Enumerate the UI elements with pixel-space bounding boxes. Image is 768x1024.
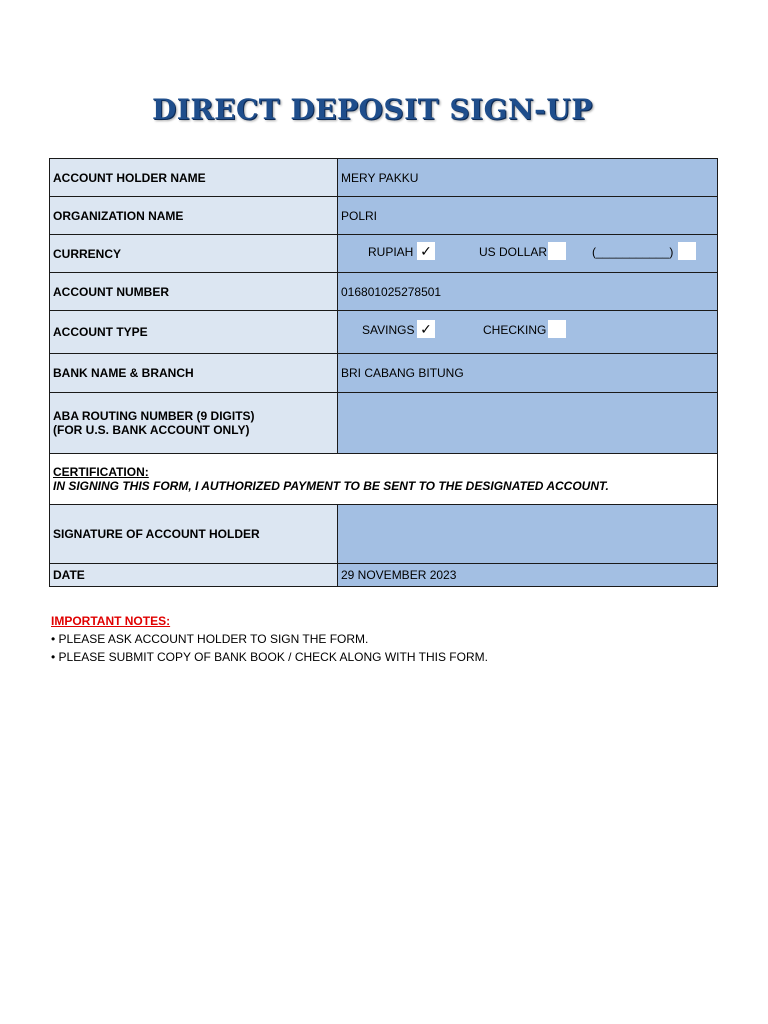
bank-name-branch-label: BANK NAME & BRANCH bbox=[50, 354, 338, 393]
aba-label-line1: ABA ROUTING NUMBER (9 DIGITS) bbox=[53, 409, 255, 423]
account-type-options bbox=[338, 311, 718, 354]
row-bank-name-branch bbox=[50, 354, 718, 393]
date-label: DATE bbox=[50, 564, 338, 587]
row-certification bbox=[50, 454, 718, 505]
organization-name-label: ORGANIZATION NAME bbox=[50, 197, 338, 235]
aba-label-line2: (FOR U.S. BANK ACCOUNT ONLY) bbox=[53, 423, 250, 437]
row-organization-name bbox=[50, 197, 718, 235]
bank-name-branch-field[interactable]: BRI CABANG BITUNG bbox=[338, 354, 718, 393]
important-notes-title: IMPORTANT NOTES: bbox=[51, 614, 171, 628]
row-account-number bbox=[50, 273, 718, 311]
checking-checkbox[interactable] bbox=[548, 320, 566, 338]
account-holder-name-field[interactable]: MERY PAKKU bbox=[338, 159, 718, 197]
note-item: • PLEASE SUBMIT COPY OF BANK BOOK / CHECK ALONG WITH THIS FORM. bbox=[51, 650, 488, 664]
currency-options bbox=[338, 235, 718, 273]
account-type-savings-label: SAVINGS bbox=[362, 323, 415, 337]
currency-rupiah-checkbox[interactable]: ✓ bbox=[417, 242, 435, 260]
aba-routing-number-label bbox=[50, 393, 338, 454]
savings-checkbox[interactable]: ✓ bbox=[417, 320, 435, 338]
date-field[interactable]: 29 NOVEMBER 2023 bbox=[338, 564, 718, 587]
deposit-form-table bbox=[49, 158, 718, 587]
account-type-label: ACCOUNT TYPE bbox=[50, 311, 338, 354]
row-signature bbox=[50, 505, 718, 564]
signature-label: SIGNATURE OF ACCOUNT HOLDER bbox=[50, 505, 338, 564]
row-date bbox=[50, 564, 718, 587]
organization-name-field[interactable]: POLRI bbox=[338, 197, 718, 235]
currency-option-usd-label: US DOLLAR bbox=[479, 244, 548, 259]
aba-routing-number-field[interactable] bbox=[338, 393, 718, 454]
certification-title: CERTIFICATION: bbox=[53, 465, 149, 479]
currency-option-other-label: (___________) bbox=[592, 244, 674, 259]
currency-option-rupiah-label: RUPIAH bbox=[368, 244, 414, 259]
row-account-holder-name bbox=[50, 159, 718, 197]
important-notes bbox=[51, 612, 488, 666]
row-currency bbox=[50, 235, 718, 273]
currency-other-checkbox[interactable] bbox=[678, 242, 696, 260]
account-type-checking-label: CHECKING bbox=[483, 323, 547, 337]
currency-label: CURRENCY bbox=[50, 235, 338, 273]
certification-text: IN SIGNING THIS FORM, I AUTHORIZED PAYMENT TO BE SENT TO THE DESIGNATED ACCOUNT. bbox=[53, 479, 609, 493]
account-number-field[interactable]: 016801025278501 bbox=[338, 273, 718, 311]
note-item: • PLEASE ASK ACCOUNT HOLDER TO SIGN THE FORM. bbox=[51, 632, 369, 646]
account-holder-name-label: ACCOUNT HOLDER NAME bbox=[50, 159, 338, 197]
form-title: DIRECT DEPOSIT SIGN-UP bbox=[152, 93, 593, 126]
certification-block bbox=[50, 454, 718, 505]
signature-field[interactable] bbox=[338, 505, 718, 564]
account-number-label: ACCOUNT NUMBER bbox=[50, 273, 338, 311]
currency-usd-checkbox[interactable] bbox=[548, 242, 566, 260]
row-aba-routing-number bbox=[50, 393, 718, 454]
row-account-type bbox=[50, 311, 718, 354]
